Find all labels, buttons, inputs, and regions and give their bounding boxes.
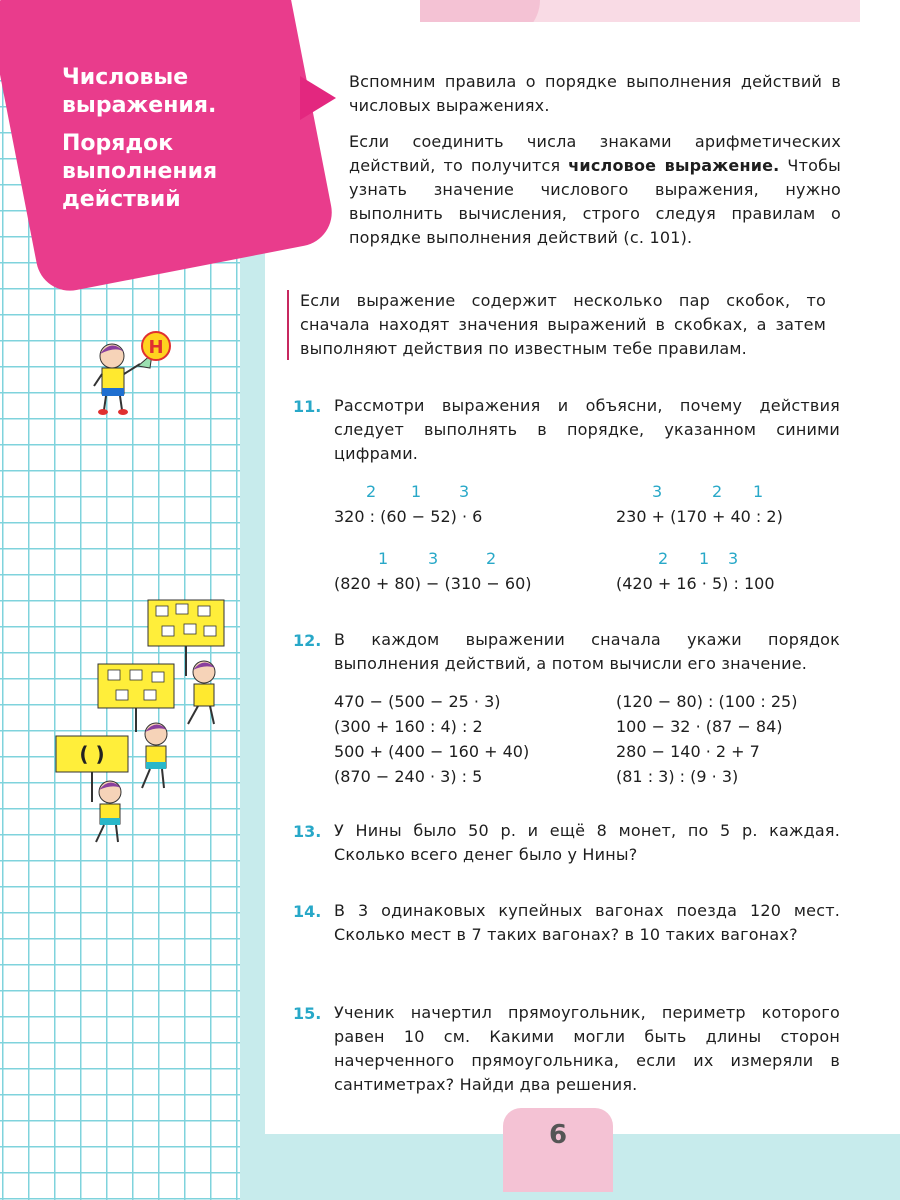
task-11-expression: (420 + 16 · 5) : 100 xyxy=(616,574,775,593)
order-mark: 3 xyxy=(428,549,439,568)
task-12-number: 12. xyxy=(293,631,322,650)
boy-with-letter-sign-illustration xyxy=(90,326,180,418)
task-15-text: Ученик начертил прямоугольник, периметр которого равен 10 см. Какими могли быть длины сторон начерченного прямоугольника, если их измеряли в сантиметрах? Найди два решения. xyxy=(334,1003,840,1094)
task-11-number: 11. xyxy=(293,397,322,416)
definition-paragraph xyxy=(349,130,841,250)
task-13-text: У Нины было 50 р. и ещё 8 монет, по 5 р. каждая. Сколько всего денег было у Нины? xyxy=(334,821,840,864)
task-12-expression: 500 + (400 − 160 + 40) xyxy=(334,742,530,761)
task-11-text: Рассмотри выражения и объясни, почему действия следует выполнять в порядке, указанном синими цифрами. xyxy=(334,396,840,463)
task-11-expression: 230 + (170 + 40 : 2) xyxy=(616,507,783,526)
order-mark: 2 xyxy=(486,549,497,568)
rule-accent-bar xyxy=(287,290,289,360)
task-12-expression: 280 − 140 · 2 + 7 xyxy=(616,742,760,761)
task-14-number: 14. xyxy=(293,902,322,921)
intro-paragraph: Вспомним правила о порядке выполнения действий в числовых выражениях. xyxy=(349,72,841,115)
definition-text-2: Чтобы узнать значение числового выражения, нужно выполнить вычисления, строго следуя правилам о порядке выполнения действий (с. 101). xyxy=(349,156,841,247)
parentheses-sign-text: ( ) xyxy=(79,742,105,766)
task-11-expression: (820 + 80) − (310 − 60) xyxy=(334,574,532,593)
task-12-expression: (120 − 80) : (100 : 25) xyxy=(616,692,798,711)
definition-term: числовое выражение. xyxy=(568,156,780,175)
chapter-title: Числовые выражения. xyxy=(62,65,217,118)
task-11-expression: 320 : (60 − 52) · 6 xyxy=(334,507,483,526)
rule-paragraph: Если выражение содержит несколько пар скобок, то сначала находят значения выражений в скобках, а затем выполняют действия по известным тебе правилам. xyxy=(300,291,826,358)
order-mark: 1 xyxy=(753,482,764,501)
order-mark: 1 xyxy=(699,549,710,568)
order-mark: 3 xyxy=(728,549,739,568)
task-13-number: 13. xyxy=(293,822,322,841)
order-mark: 2 xyxy=(712,482,723,501)
chapter-subtitle: Порядок выполнения действий xyxy=(62,131,218,212)
definition-text-1: Если соединить числа знаками арифметических действий, то получится xyxy=(349,132,841,175)
task-12-expression: 470 − (500 − 25 · 3) xyxy=(334,692,501,711)
order-mark: 3 xyxy=(652,482,663,501)
letter-sign-text: Н xyxy=(148,337,164,358)
order-mark: 2 xyxy=(658,549,669,568)
task-12-expression: 100 − 32 · (87 − 84) xyxy=(616,717,783,736)
order-mark: 3 xyxy=(459,482,470,501)
order-mark: 1 xyxy=(378,549,389,568)
page-number: 6 xyxy=(548,1120,568,1150)
task-12-expression: (870 − 240 · 3) : 5 xyxy=(334,767,483,786)
task-12-text: В каждом выражении сначала укажи порядок выполнения действий, а потом вычисли его значение. xyxy=(334,630,840,673)
task-15-number: 15. xyxy=(293,1004,322,1023)
task-14-text: В 3 одинаковых купейных вагонах поезда 120 мест. Сколько мест в 7 таких вагонах? в 10 таких вагонах? xyxy=(334,901,840,944)
task-12-expression: (81 : 3) : (9 · 3) xyxy=(616,767,739,786)
order-mark: 1 xyxy=(411,482,422,501)
kids-with-cards-illustration xyxy=(52,596,232,848)
task-12-expression: (300 + 160 : 4) : 2 xyxy=(334,717,483,736)
order-mark: 2 xyxy=(366,482,377,501)
triangle-marker-icon xyxy=(300,76,336,120)
